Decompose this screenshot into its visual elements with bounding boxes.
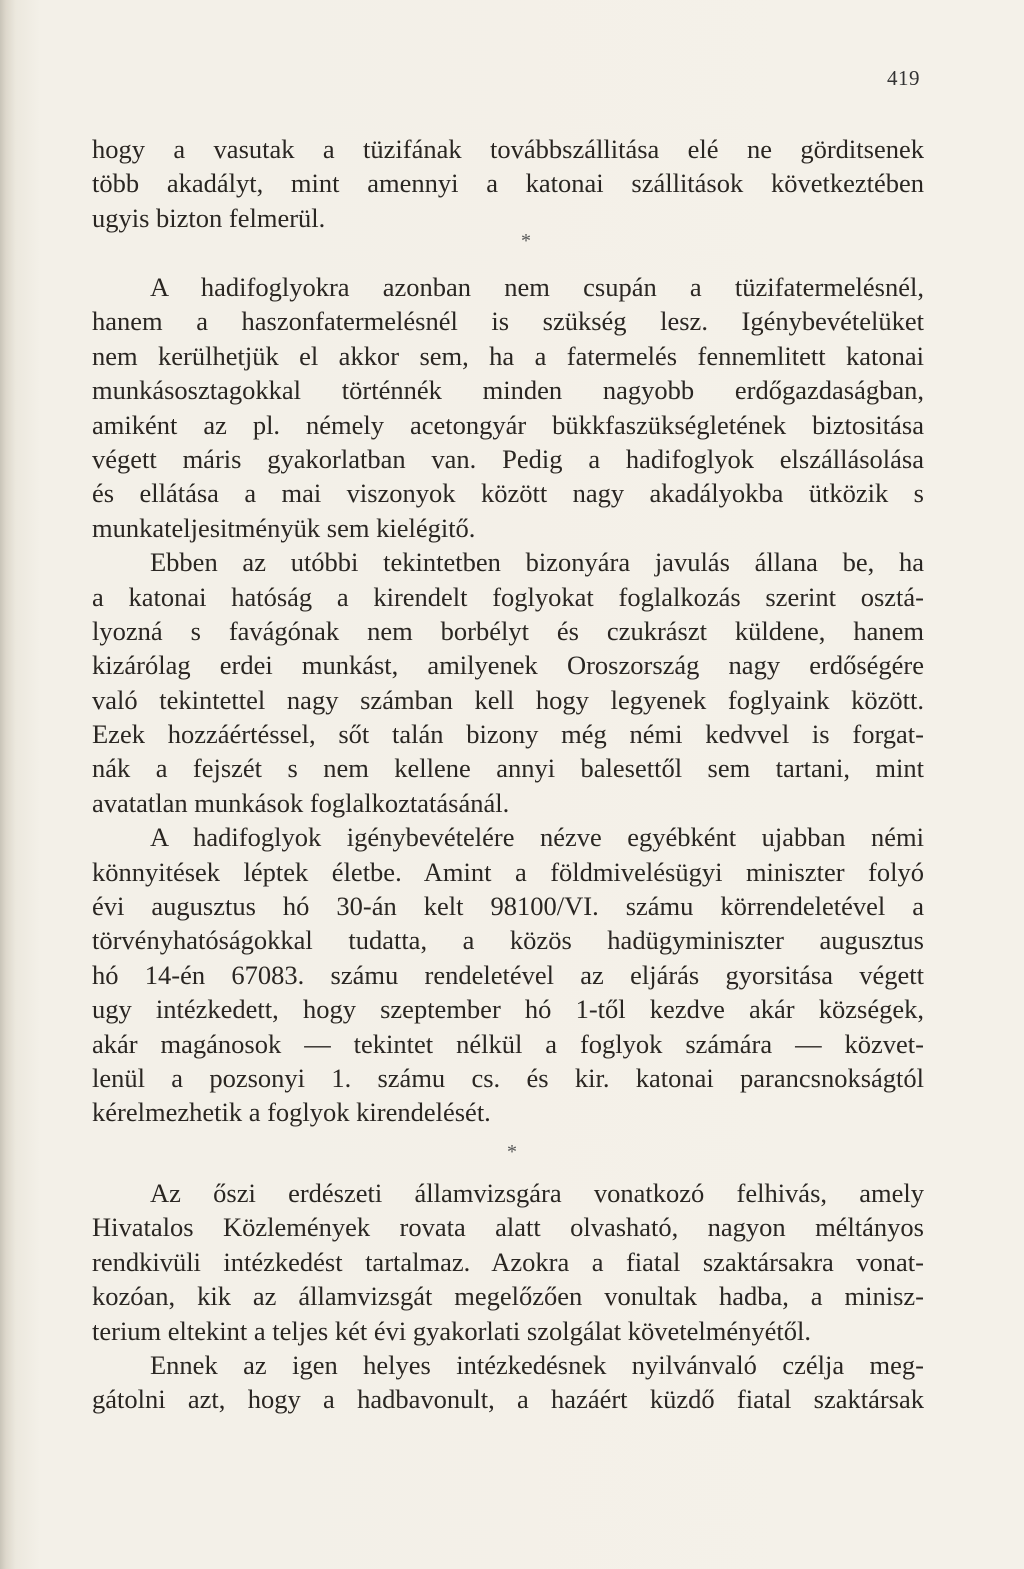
section-separator: *	[507, 1141, 517, 1163]
text-line: munkásosztagokkal történnék minden nagyobb erdőgazdaságban,	[92, 375, 924, 406]
text-line: Az őszi erdészeti államvizsgára vonatkozó felhivás, amely	[150, 1178, 924, 1208]
text-line: a katonai hatóság a kirendelt foglyokat foglalkozás szerint osztá-	[92, 581, 924, 612]
page-number: 419	[887, 66, 920, 90]
paragraph-block-2	[92, 270, 924, 1130]
text-line: avatatlan munkások foglalkoztatásánál.	[92, 787, 510, 818]
text-line: Ebben az utóbbi tekintetben bizonyára javulás állana be, ha	[150, 547, 924, 578]
section-separator: *	[521, 230, 531, 252]
text-line: terium eltekint a teljes két évi gyakorlati szolgálat követelményétől.	[92, 1315, 811, 1346]
text-line: lenül a pozsonyi 1. számu cs. és kir. katonai parancsnokságtól	[92, 1062, 924, 1093]
text-line: akár magánosok — tekintet nélkül a foglyok számára — közvet-	[92, 1028, 924, 1059]
text-line: kérelmezhetik a foglyok kirendelését.	[92, 1097, 491, 1128]
text-line: végett máris gyakorlatban van. Pedig a hadifoglyok elszállásolása	[92, 443, 924, 474]
text-line: nem kerülhetjük el akkor sem, ha a fatermelés fennemlitett katonai	[92, 340, 924, 371]
text-line: Ezek hozzáértéssel, sőt talán bizony még némi kedvvel is forgat-	[92, 719, 924, 750]
text-line: ugyis bizton felmerül.	[92, 202, 326, 233]
text-line: hogy a vasutak a tüzifának továbbszállitása elé ne görditsenek	[92, 134, 924, 164]
text-line: A hadifoglyok igénybevételére nézve egyébként ujabban némi	[150, 822, 924, 853]
text-line: munkateljesitményük sem kielégitő.	[92, 512, 476, 543]
text-line: gátolni azt, hogy a hadbavonult, a hazáért küzdő fiatal szaktársak	[92, 1384, 924, 1415]
paragraph-block-3	[92, 1176, 924, 1417]
text-line: A hadifoglyokra azonban nem csupán a tüzifatermelésnél,	[150, 272, 924, 302]
text-line: Hivatalos Közlemények rovata alatt olvasható, nagyon méltányos	[92, 1212, 924, 1243]
text-line: rendkivüli intézkedést tartalmaz. Azokra a fiatal szaktársakra vonat-	[92, 1246, 924, 1277]
text-line: törvényhatóságokkal tudatta, a közös hadügyminiszter augusztus	[92, 925, 924, 956]
text-line: kozóan, kik az államvizsgát megelőzően vonultak hadba, a minisz-	[92, 1281, 924, 1312]
text-line: ugy intézkedett, hogy szeptember hó 1-től kezdve akár községek,	[92, 994, 924, 1025]
text-line: lyozná s favágónak nem borbélyt és czukrászt küldene, hanem	[92, 615, 924, 646]
text-line: hó 14-én 67083. számu rendeletével az eljárás gyorsitása végett	[92, 959, 924, 990]
text-line: amiként az pl. némely acetongyár bükkfaszükségletének biztositása	[92, 409, 924, 440]
text-line: több akadályt, mint amennyi a katonai szállitások következtében	[92, 168, 924, 199]
text-line: és ellátása a mai viszonyok között nagy akadályokba ütközik s	[92, 478, 924, 509]
text-line: Ennek az igen helyes intézkedésnek nyilvánvaló czélja meg-	[150, 1349, 924, 1380]
paragraph-block-1	[92, 132, 924, 235]
text-line: évi augusztus hó 30-án kelt 98100/VI. számu körrendeletével a	[92, 891, 924, 922]
text-line: könnyitések léptek életbe. Amint a földmivelésügyi miniszter folyó	[92, 856, 924, 887]
text-line: való tekintettel nagy számban kell hogy legyenek foglyaink között.	[92, 684, 924, 715]
text-line: nák a fejszét s nem kellene annyi balesettől sem tartani, mint	[92, 753, 924, 784]
text-line: hanem a haszonfatermelésnél is szükség lesz. Igénybevételüket	[92, 306, 924, 337]
text-line: kizárólag erdei munkást, amilyenek Oroszország nagy erdőségére	[92, 650, 924, 681]
